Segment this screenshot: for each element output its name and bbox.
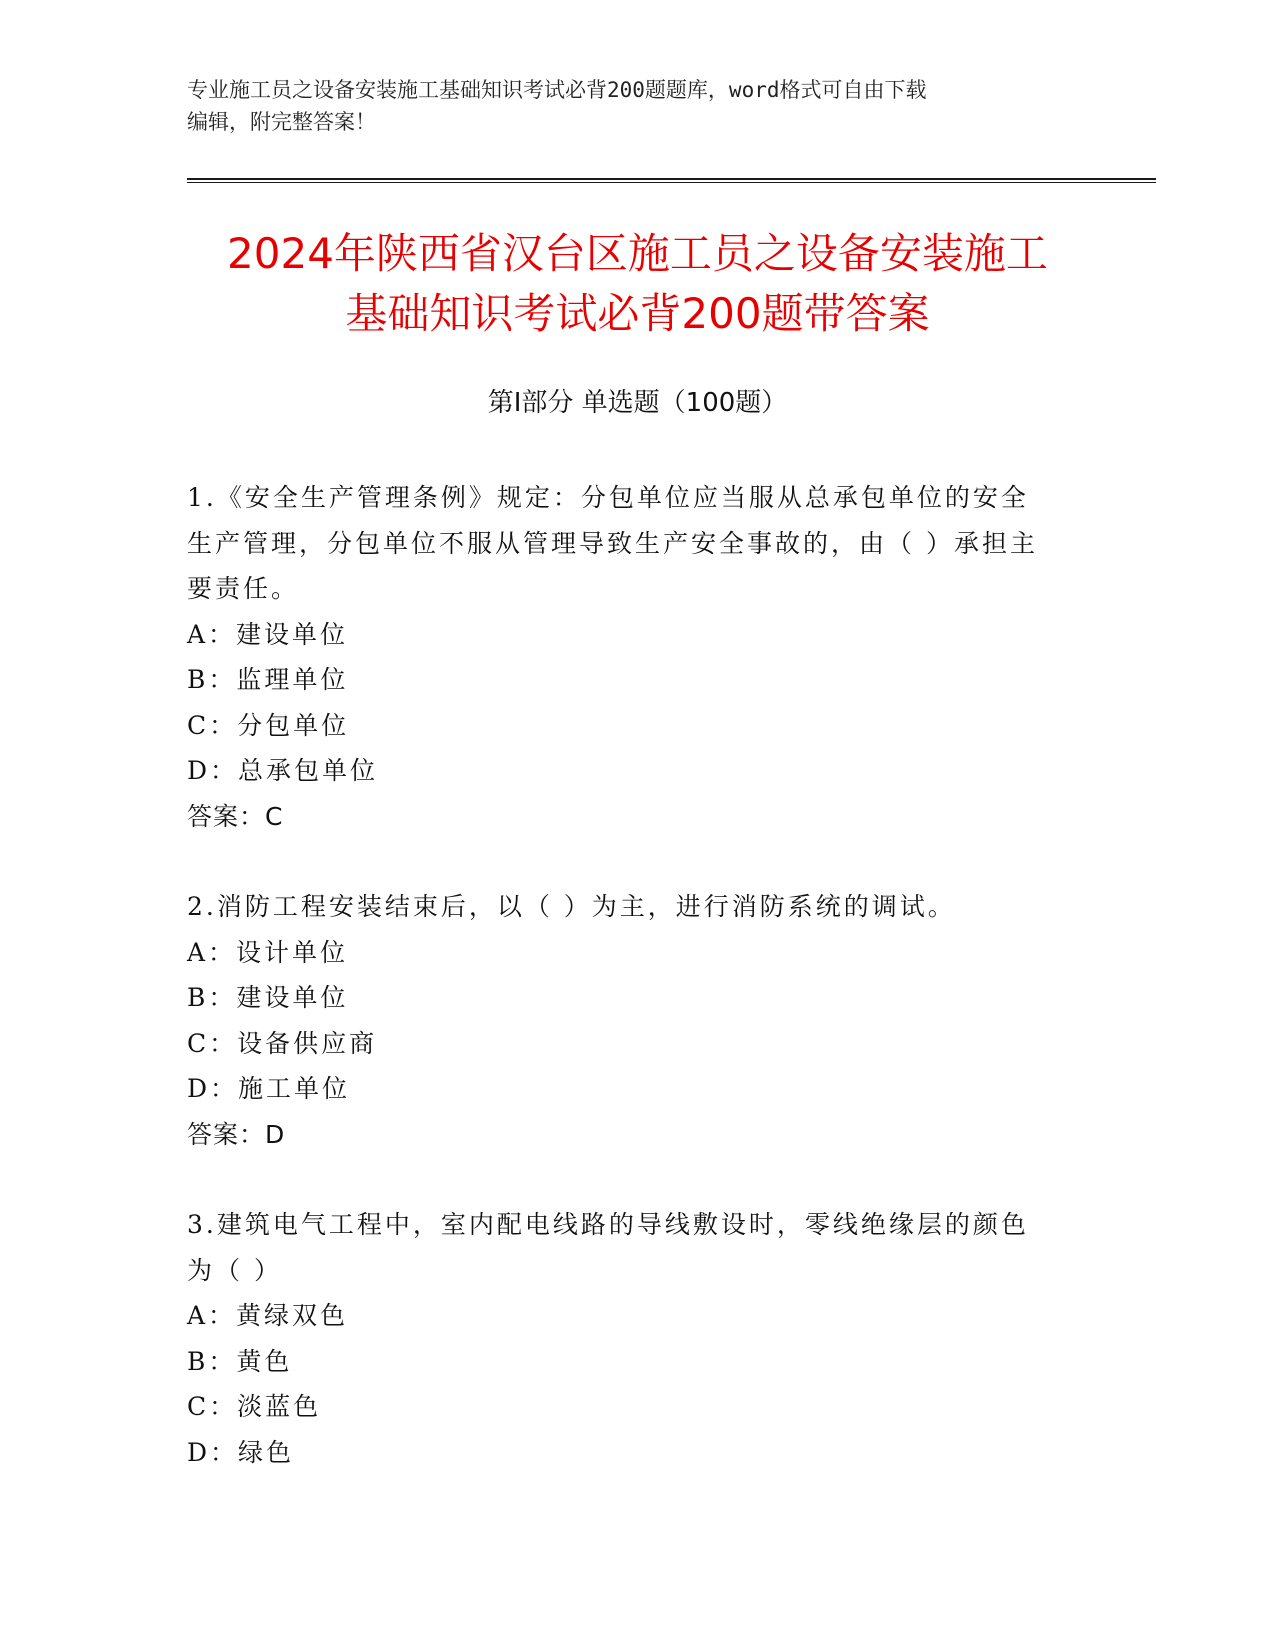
document-title-line-1: 2024年陕西省汉台区施工员之设备安装施工 <box>227 229 1048 278</box>
question-3-text-line-1: 3.建筑电气工程中，室内配电线路的导线敷设时，零线绝缘层的颜色 <box>187 1210 1029 1239</box>
header-divider-thin <box>187 182 1156 183</box>
question-2-text-line-1: 2.消防工程安装结束后，以（ ）为主，进行消防系统的调试。 <box>187 892 956 921</box>
question-2-option-c: C：设备供应商 <box>187 1028 378 1058</box>
question-3-option-b: B：黄色 <box>187 1346 293 1376</box>
question-2-option-d: D：施工单位 <box>187 1074 351 1103</box>
question-2-answer: 答案：D <box>187 1119 286 1149</box>
question-1 <box>187 475 1087 839</box>
question-spacer <box>187 839 1087 884</box>
header-divider-thick <box>187 178 1156 180</box>
document-title <box>137 224 1138 344</box>
question-1-option-b: B：监理单位 <box>187 665 349 694</box>
question-1-text-line-2: 生产管理，分包单位不服从管理导致生产安全事故的，由（ ）承担主 <box>187 528 1038 558</box>
question-3-option-a: A：黄绿双色 <box>187 1301 349 1330</box>
question-1-text-line-3: 要责任。 <box>187 574 300 603</box>
question-1-option-a: A：建设单位 <box>187 619 349 649</box>
document-title-line-2: 基础知识考试必背200题带答案 <box>345 289 930 338</box>
question-1-option-c: C：分包单位 <box>187 710 350 740</box>
question-list <box>187 475 1087 1475</box>
header-note <box>187 74 1067 138</box>
question-3-text-line-2: 为（ ） <box>187 1255 282 1285</box>
question-2 <box>187 884 1087 1157</box>
header-note-line-1: 专业施工员之设备安装施工基础知识考试必背200题题库，word格式可自由下载 <box>187 78 927 102</box>
question-2-option-a: A：设计单位 <box>187 937 349 967</box>
question-1-option-d: D：总承包单位 <box>187 756 379 785</box>
question-2-option-b: B：建设单位 <box>187 983 349 1012</box>
question-1-text-line-1: 1.《安全生产管理条例》规定：分包单位应当服从总承包单位的安全 <box>187 483 1029 512</box>
question-3-option-c: C：淡蓝色 <box>187 1392 322 1421</box>
question-spacer <box>187 1157 1087 1202</box>
section-heading: 第Ⅰ部分 单选题（100题） <box>487 388 788 418</box>
question-1-answer: 答案：C <box>187 801 284 831</box>
question-3 <box>187 1202 1087 1475</box>
question-3-option-d: D：绿色 <box>187 1437 295 1467</box>
header-note-line-2: 编辑，附完整答案！ <box>187 110 376 134</box>
